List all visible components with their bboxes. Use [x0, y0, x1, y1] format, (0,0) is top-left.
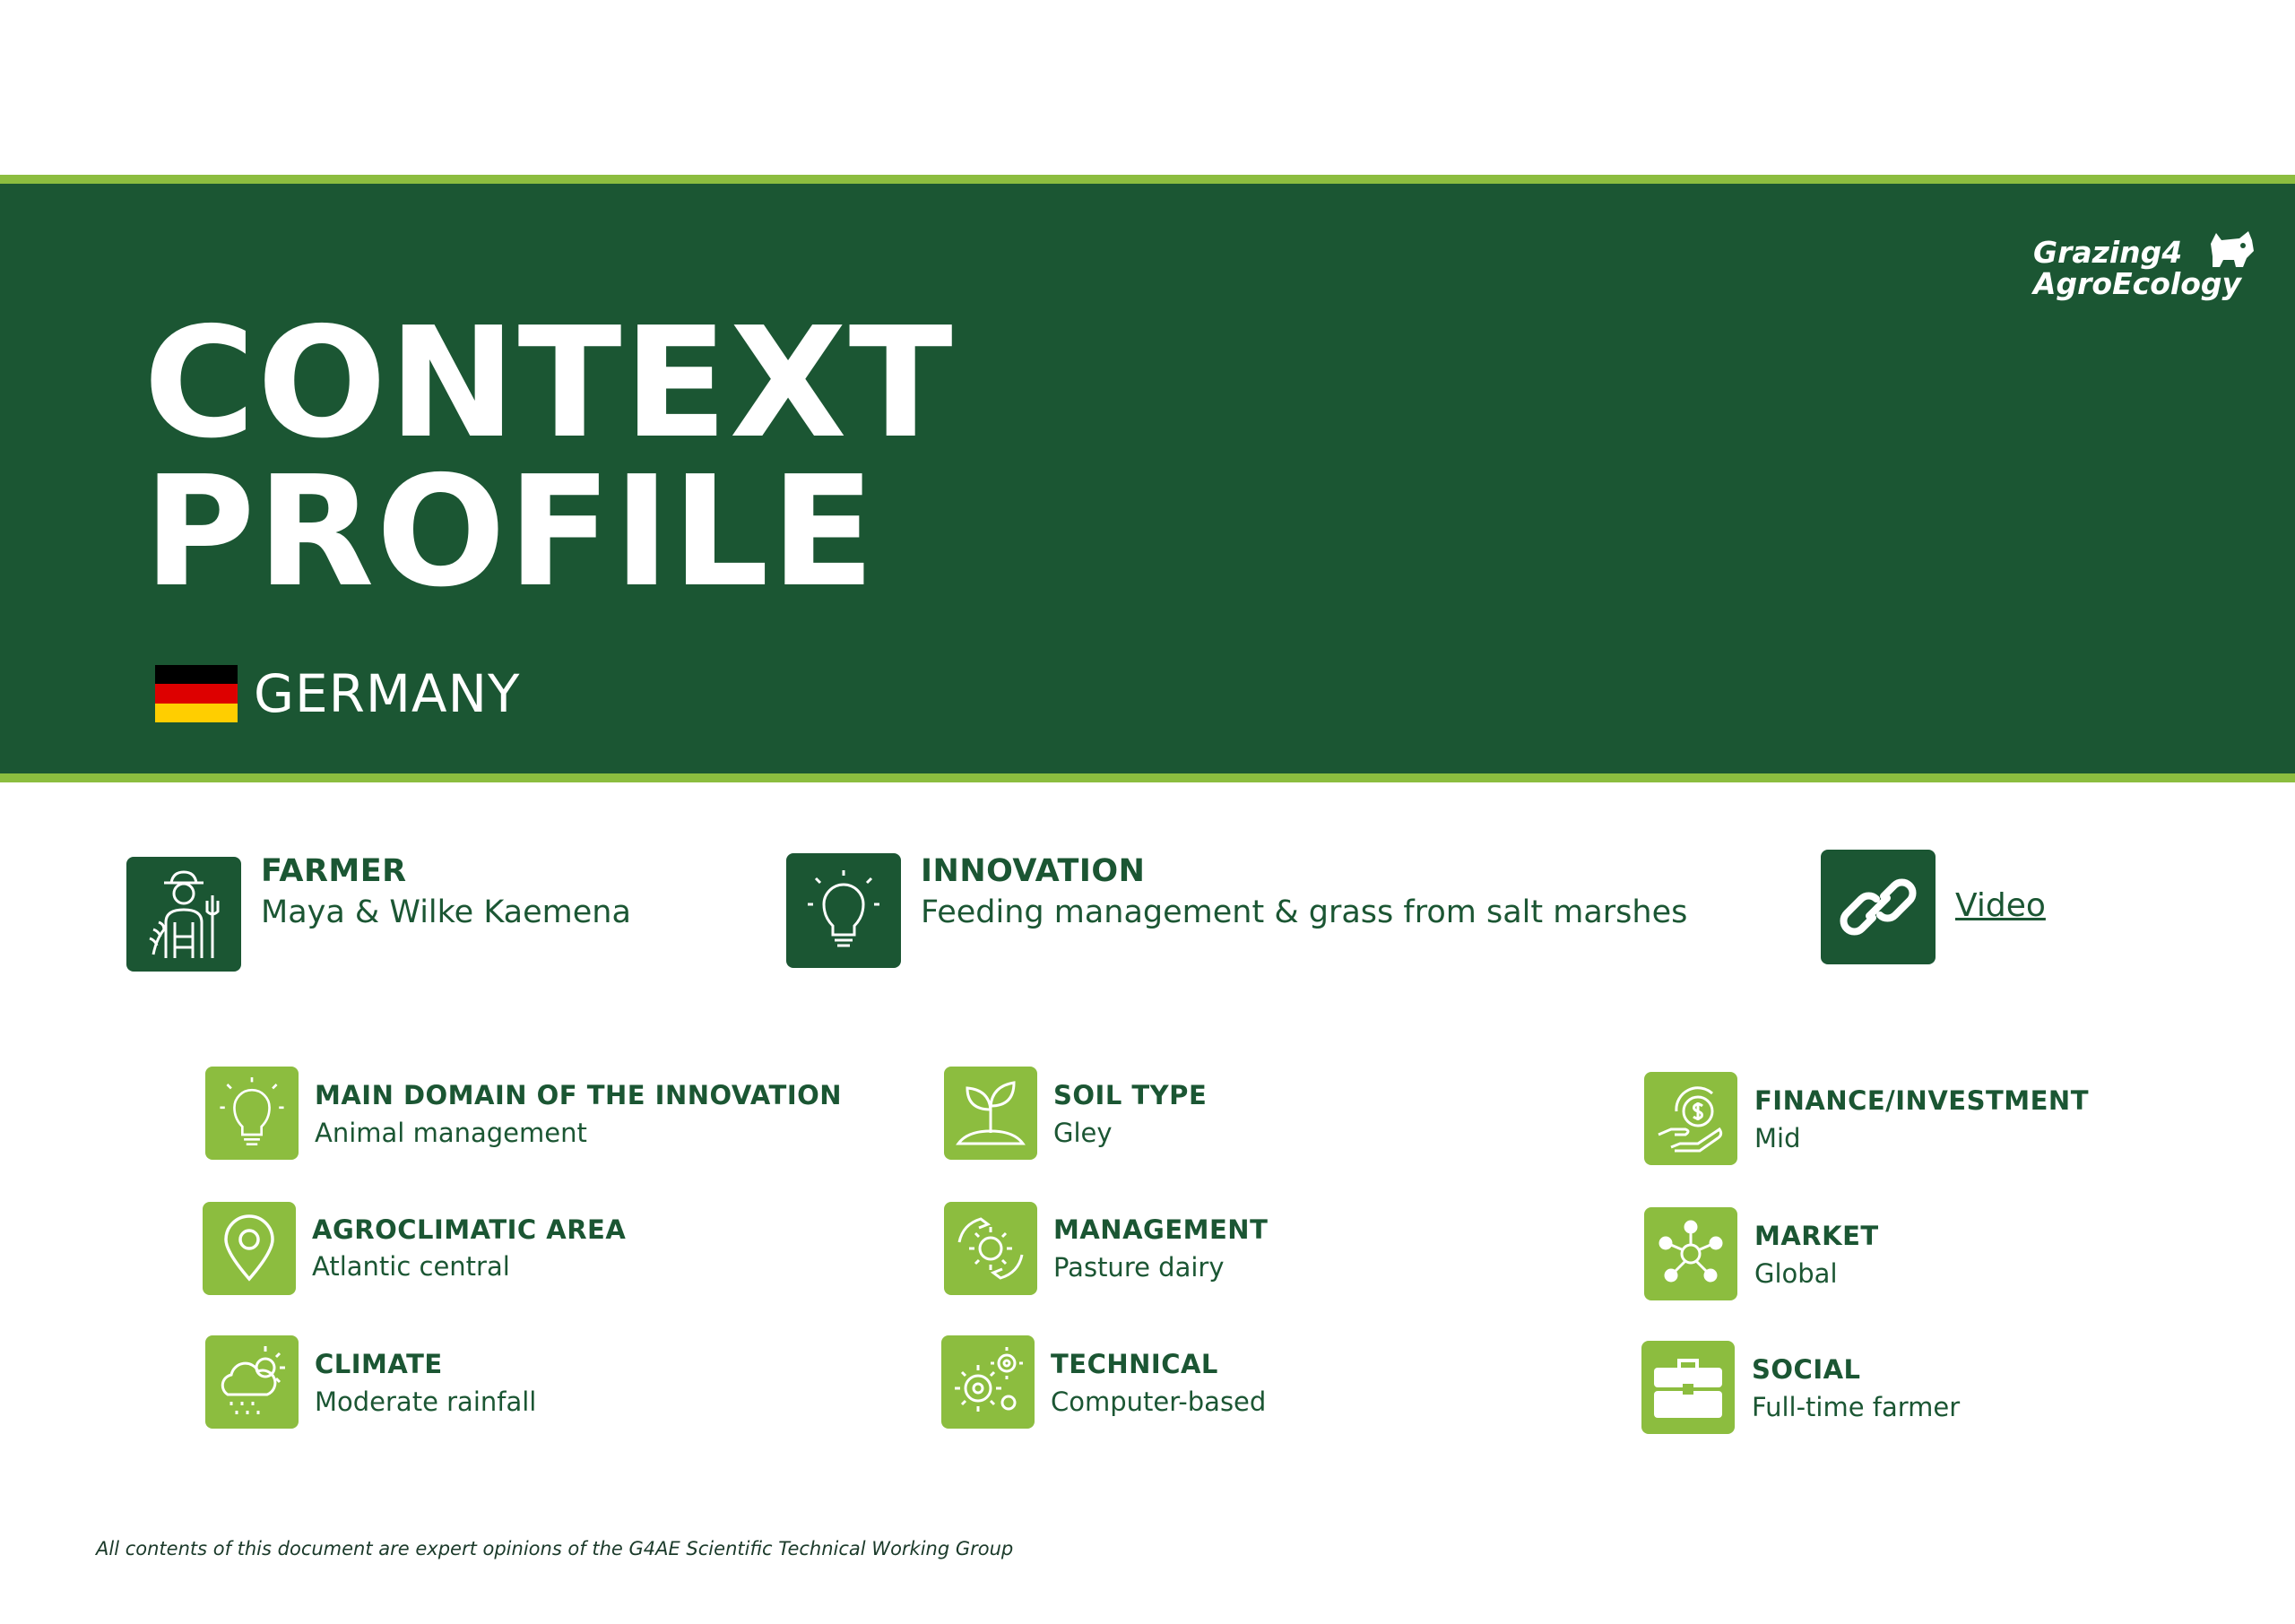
technical-label: TECHNICAL	[1051, 1349, 1218, 1379]
social-value: Full-time farmer	[1752, 1392, 1961, 1422]
finance-label: FINANCE/INVESTMENT	[1754, 1085, 2089, 1116]
innovation-value: Feeding management & grass from salt marshes	[921, 894, 1688, 930]
innovation-label: INNOVATION	[921, 853, 1146, 889]
gear-hands-icon	[954, 1212, 1027, 1285]
market-label: MARKET	[1754, 1221, 1879, 1251]
management-icon-tile	[944, 1202, 1037, 1295]
main-domain-label: MAIN DOMAIN OF THE INNOVATION	[315, 1080, 843, 1110]
social-icon-tile	[1641, 1341, 1735, 1434]
sprout-icon	[955, 1079, 1026, 1147]
agroclimatic-value: Atlantic central	[312, 1251, 510, 1282]
finance-icon-tile	[1644, 1072, 1737, 1165]
market-icon-tile	[1644, 1207, 1737, 1300]
logo-line-1: Grazing4	[2033, 235, 2183, 270]
management-label: MANAGEMENT	[1053, 1214, 1269, 1245]
farmer-icon-tile	[126, 857, 241, 972]
climate-icon-tile	[205, 1335, 299, 1429]
market-value: Global	[1754, 1258, 1838, 1289]
country-name: GERMANY	[254, 663, 521, 724]
social-label: SOCIAL	[1752, 1354, 1861, 1385]
management-value: Pasture dairy	[1053, 1252, 1225, 1283]
climate-value: Moderate rainfall	[315, 1386, 537, 1417]
briefcase-icon	[1650, 1353, 1726, 1421]
page-title	[143, 295, 955, 621]
title-line-1: CONTEXT	[143, 295, 955, 472]
soil-value: Gley	[1053, 1118, 1113, 1148]
location-pin-icon	[222, 1214, 276, 1283]
grazing4agroecology-logo	[2033, 224, 2257, 309]
lightbulb-icon	[220, 1077, 284, 1149]
video-link-tile[interactable]	[1821, 850, 1936, 964]
soil-icon-tile	[944, 1067, 1037, 1160]
finance-value: Mid	[1754, 1123, 1801, 1153]
farmer-label: FARMER	[261, 853, 407, 889]
innovation-icon-tile	[786, 853, 901, 968]
germany-flag-icon	[155, 665, 238, 722]
logo-line-2: AgroEcology	[2033, 266, 2241, 301]
agroclimatic-label: AGROCLIMATIC AREA	[312, 1214, 627, 1245]
cow-icon	[2204, 224, 2257, 271]
gears-icon	[951, 1345, 1025, 1419]
money-icon	[1653, 1081, 1728, 1156]
farmer-icon	[141, 865, 227, 963]
link-icon	[1837, 866, 1919, 948]
footer-disclaimer: All contents of this document are expert opinions of the G4AE Scientific Technical Working Group	[96, 1538, 1014, 1559]
weather-icon	[215, 1346, 289, 1418]
lightbulb-icon	[808, 870, 879, 951]
main-domain-value: Animal management	[315, 1118, 587, 1148]
network-icon	[1653, 1216, 1728, 1291]
technical-icon-tile	[941, 1335, 1035, 1429]
climate-label: CLIMATE	[315, 1349, 443, 1379]
video-link[interactable]: Video	[1955, 887, 2046, 924]
farmer-value: Maya & Wilke Kaemena	[261, 894, 631, 930]
technical-value: Computer-based	[1051, 1386, 1267, 1417]
title-line-2: PROFILE	[143, 444, 877, 621]
soil-label: SOIL TYPE	[1053, 1080, 1208, 1110]
agroclimatic-icon-tile	[203, 1202, 296, 1295]
main-domain-icon-tile	[205, 1067, 299, 1160]
